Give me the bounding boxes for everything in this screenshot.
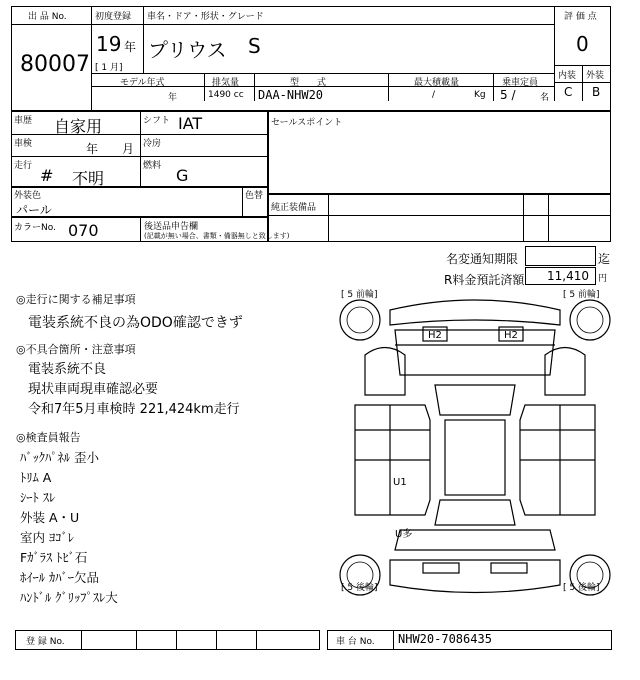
inspection-label: 車検 [14,139,33,149]
model-code: DAA-NHW20 [258,88,324,102]
fuel-label: 燃料 [143,161,162,171]
car-name-label: 車名・ドア・形状・グレード [147,12,264,22]
genuine-label: 純正装備品 [271,203,317,213]
inspector-line: Fｶﾞﾗｽ ﾄﾋﾞ石 [20,550,88,565]
max-load-unit: Kg [474,90,486,100]
capacity-unit: 名 [540,93,550,103]
color-no-label: カラーNo. [14,223,56,233]
inspection-year: 年 [86,142,99,156]
first-reg-label: 初度登録 [95,12,132,22]
inspector-line: ﾊﾝﾄﾞﾙ ｸﾞﾘｯﾌﾟｽﾚ大 [20,590,118,605]
lot-no: 80007 [20,52,90,77]
inspector-line: ﾎｲｰﾙ ｶﾊﾞｰ欠品 [20,570,99,585]
tire-front-left [340,300,380,340]
grade: S [248,34,261,58]
name-change-suffix: 迄 [598,252,611,266]
defects-line: 電装系統不良 [28,362,107,377]
inspection-month: 月 [122,142,135,156]
reg-month: [ 1 月] [95,63,123,73]
defects-title: ◎不具合箇所・注意事項 [16,343,136,356]
tire-front-right [570,300,610,340]
shift: IAT [178,114,203,133]
docs-sub: (記載が無い場合、書類・備器無しと致します) [144,232,290,240]
tire-label-rr: [ 5 後輪] [563,583,600,593]
exterior-label: 外装 [586,71,605,81]
fuel: G [176,166,189,185]
supplement-title: ◎走行に関する補足事項 [16,293,136,306]
mileage-label: 走行 [14,161,33,171]
color-no: 070 [68,221,99,240]
chassis-no: NHW20-7086435 [398,632,492,646]
ext-color: パール [16,203,52,217]
windshield [435,385,515,415]
mark-h2-left: H2 [428,330,442,341]
history-label: 車歴 [14,116,33,126]
inspector-line: 室内 ﾖｺﾞﾚ [20,530,74,545]
history: 自家用 [54,117,103,136]
mark-h2-right: H2 [504,330,518,341]
genuine-box [268,194,611,242]
inspector-line: ﾄﾘﾑ A [20,470,52,485]
car-name: プリウス [148,38,227,62]
name-change-label: 名変通知期限 [446,252,519,266]
docs-label: 後送品申告欄 [144,222,199,232]
rear-window [435,500,515,525]
recycle-amount: 11,410 [547,269,589,283]
inspector-line: 外装 A・U [20,510,80,525]
type-label: 型 式 [290,78,327,88]
capacity-label: 乗車定員 [502,78,539,88]
reg-year-unit: 年 [124,40,137,54]
rear-bumper [390,560,560,593]
ext-color-label: 外装色 [14,191,42,201]
ac-label: 冷房 [143,139,162,149]
lot-no-label: 出 品 No. [28,12,67,22]
interior-grade: C [564,85,573,99]
front-bumper [390,300,560,325]
displacement-label: 排気量 [212,78,240,88]
mileage-prefix: # [40,166,54,185]
notes-section [16,290,326,608]
recycle-unit: 円 [598,274,608,284]
supplement-line: 電装系統不良の為ODO確認できず [28,315,243,331]
chassis-label: 車 台 No. [336,637,375,647]
mark-u1: U1 [393,477,407,488]
shift-label: シフト [143,116,171,126]
inspector-title: ◎検査員報告 [16,431,81,444]
car-diagram [335,285,615,615]
displacement: 1490 cc [208,90,244,100]
capacity: 5 / [500,88,516,102]
name-change-field[interactable] [525,246,596,266]
inspector-line: ｼｰﾄ ｽﾚ [20,490,56,505]
tire-label-fr: [ 5 前輪] [563,290,600,300]
inspector-line: ﾊﾞｯｸﾊﾟﾈﾙ 歪小 [20,450,99,465]
max-load-label: 最大積載量 [414,78,460,88]
color-change-label: 色替 [245,191,264,201]
rating-label: 評 価 点 [564,12,597,22]
mark-u-many: U多 [395,529,413,540]
reg-year: 19 [96,32,122,56]
exterior-grade: B [592,85,601,99]
tire-label-fl: [ 5 前輪] [341,290,378,300]
mileage: 不明 [72,169,105,188]
model-year-unit: 年 [168,93,178,103]
hood [395,330,555,375]
defects-line: 令和7年5月車検時 221,424km走行 [28,402,240,417]
recycle-label: R料金預託済額 [444,273,525,287]
sales-point-label: セールスポイント [271,118,343,128]
interior-label: 内装 [558,71,577,81]
trunk [395,530,555,550]
tire-label-rl: [ 5 後輪] [341,583,378,593]
roof [445,420,505,495]
model-year-label: モデル年式 [120,78,165,88]
max-load-slash: / [432,90,436,100]
reg-no-label: 登 録 No. [26,637,65,647]
license-plate [423,563,459,573]
defects-line: 現状車両現車確認必要 [28,382,159,397]
rating-value: 0 [576,32,589,56]
